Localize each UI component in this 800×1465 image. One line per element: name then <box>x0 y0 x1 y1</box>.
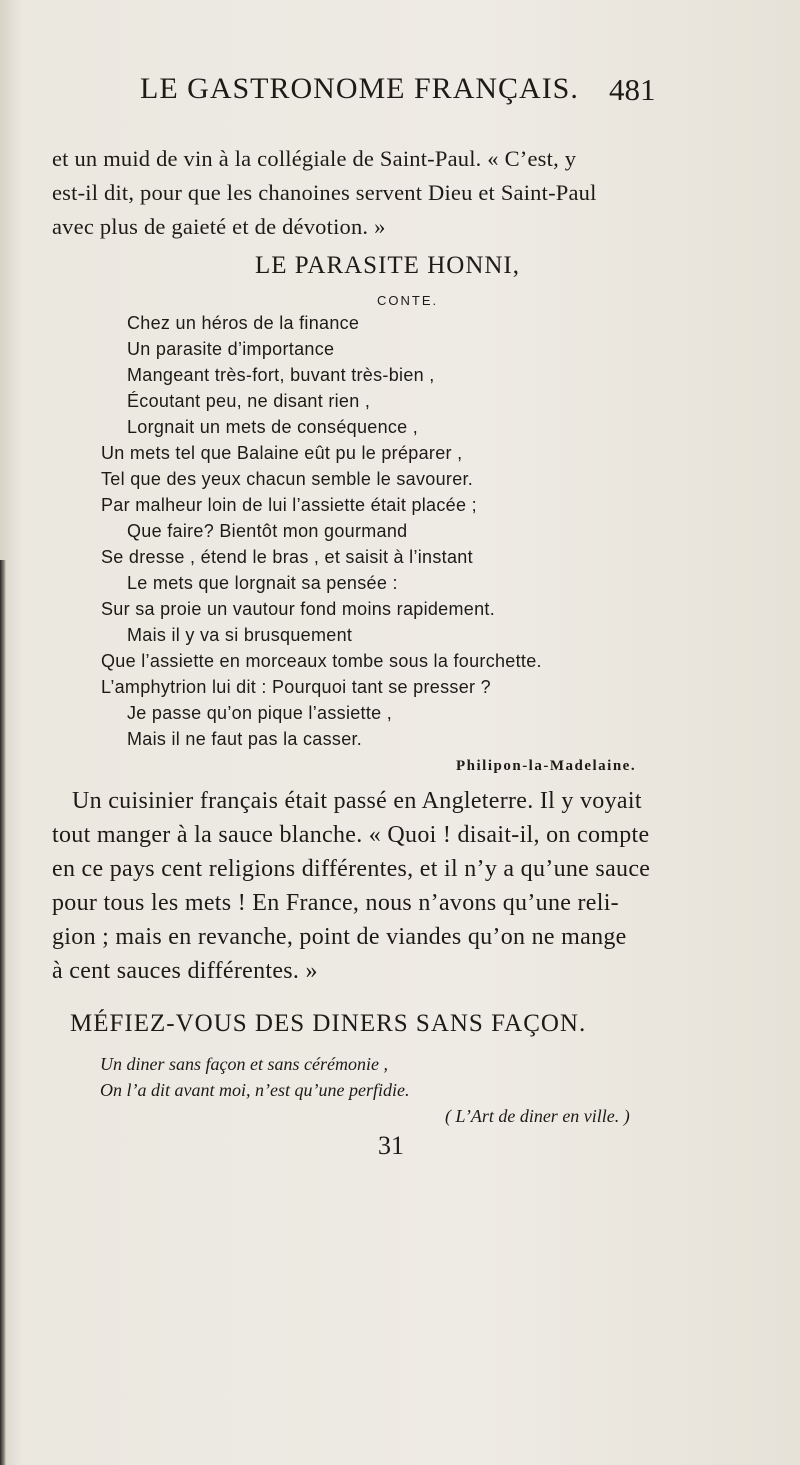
poem-line: Que faire? Bientôt mon gourmand <box>127 521 408 541</box>
poem-line: Tel que des yeux chacun semble le savourer. <box>101 469 474 489</box>
poem-author: Philipon-la-Madelaine. <box>456 758 637 774</box>
page-gutter-shadow <box>0 560 6 1465</box>
poem-line: Un mets tel que Balaine eût pu le préparer , <box>101 443 463 463</box>
intro-line: et un muid de vin à la collégiale de Saint-Paul. « C’est, y <box>52 146 577 171</box>
poem-line: Par malheur loin de lui l’assiette était placée ; <box>101 495 477 515</box>
poem-line: Mangeant très-fort, buvant très-bien , <box>127 365 435 385</box>
anecdote-line: en ce pays cent religions différentes, et il n’y a qu’une sauce <box>52 856 651 882</box>
anecdote-line: à cent sauces différentes. » <box>52 958 318 984</box>
poem-line: Mais il ne faut pas la casser. <box>127 729 363 749</box>
epigram-source: ( L’Art de diner en ville. ) <box>445 1106 630 1126</box>
poem-line: Un parasite d’importance <box>127 339 335 359</box>
poem-title: LE PARASITE HONNI, <box>255 252 520 279</box>
poem-line: Lorgnait un mets de conséquence , <box>127 417 419 437</box>
poem-line: Je passe qu’on pique l’assiette , <box>127 703 393 723</box>
poem-line: Sur sa proie un vautour fond moins rapidement. <box>101 599 496 619</box>
poem-line: Que l’assiette en morceaux tombe sous la fourchette. <box>101 651 542 671</box>
running-head <box>0 72 800 112</box>
anecdote-line: Un cuisinier français était passé en Angleterre. Il y voyait <box>72 788 642 814</box>
poem-line: Le mets que lorgnait sa pensée : <box>127 573 398 593</box>
anecdote-line: tout manger à la sauce blanche. « Quoi ! disait-il, on compte <box>52 822 650 848</box>
epigram-line: On l’a dit avant moi, n’est qu’une perfidie. <box>100 1080 410 1100</box>
epigram-title: MÉFIEZ-VOUS DES DINERS SANS FAÇON. <box>70 1010 587 1037</box>
signature-mark: 31 <box>378 1131 404 1160</box>
running-title: LE GASTRONOME FRANÇAIS. <box>140 72 579 105</box>
anecdote-line: pour tous les mets ! En France, nous n’avons qu’une reli- <box>52 890 619 916</box>
poem-line: Se dresse , étend le bras , et saisit à l’instant <box>101 547 473 567</box>
page-number: 481 <box>609 72 656 107</box>
epigram-line: Un diner sans façon et sans cérémonie , <box>100 1054 388 1074</box>
poem-genre: CONTE. <box>377 293 439 308</box>
poem-line: Mais il y va si brusquement <box>127 625 353 645</box>
poem-line: Chez un héros de la finance <box>127 313 360 333</box>
intro-line: avec plus de gaieté et de dévotion. » <box>52 214 386 239</box>
poem-line: Écoutant peu, ne disant rien , <box>127 391 371 411</box>
anecdote-line: gion ; mais en revanche, point de viandes qu’on ne mange <box>52 924 627 950</box>
intro-line: est-il dit, pour que les chanoines servent Dieu et Saint-Paul <box>52 180 597 205</box>
poem-line: L’amphytrion lui dit : Pourquoi tant se presser ? <box>101 677 491 697</box>
